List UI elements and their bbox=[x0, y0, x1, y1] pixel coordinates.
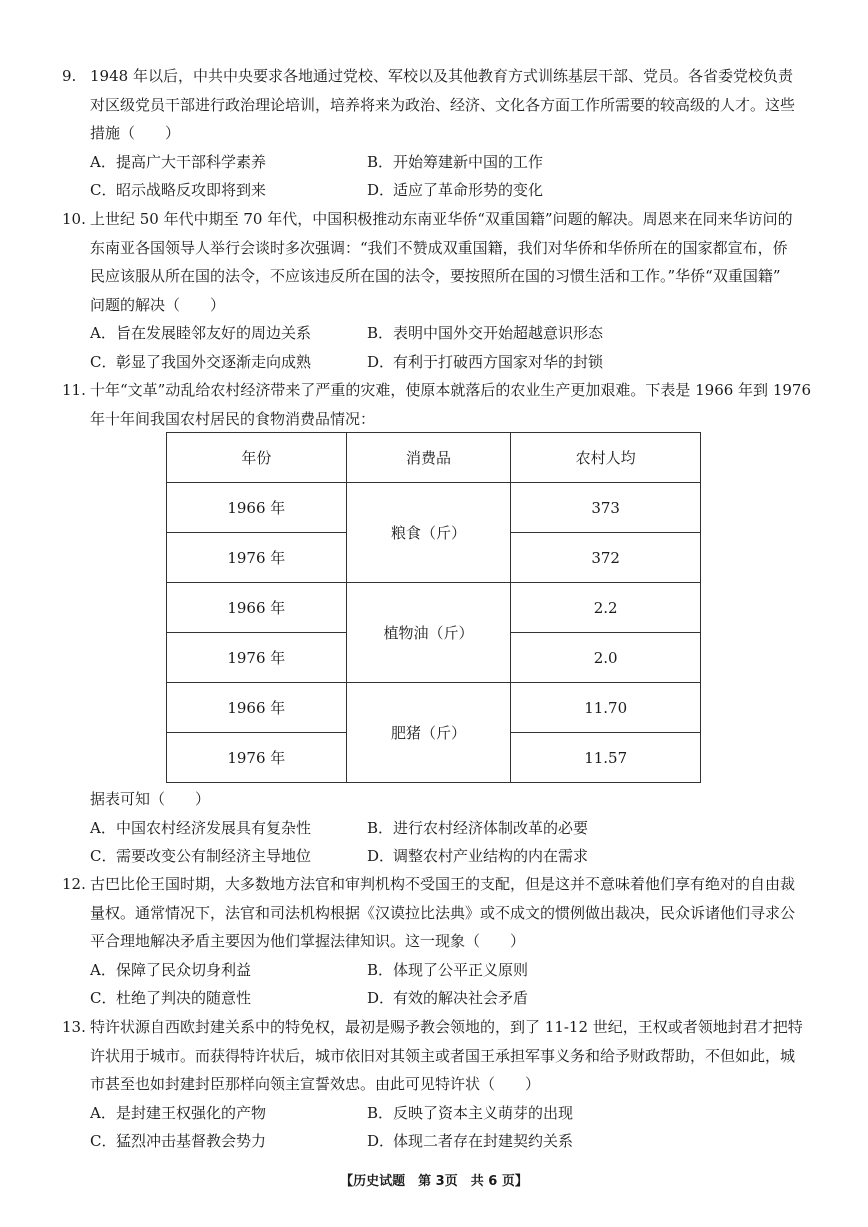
option-d: D．适应了革命形势的变化 bbox=[367, 181, 544, 199]
table-row bbox=[167, 483, 701, 533]
stem-line: 量权。通常情况下，法官和司法机构根据《汉谟拉比法典》或不成文的惯例做出裁决，民众诉诸他们寻求公 bbox=[90, 903, 796, 922]
option-c: C．杜绝了判决的随意性 bbox=[90, 989, 252, 1007]
stem-line: 平合理地解决矛盾主要因为他们掌握法律知识。这一现象（ ） bbox=[90, 932, 526, 950]
question-11 bbox=[62, 376, 812, 433]
option-row bbox=[62, 956, 812, 985]
stem-line: 1948 年以后，中共中央要求各地通过党校、军校以及其他教育方式训练基层干部、党员。各省委党校负责 bbox=[90, 67, 793, 85]
question-number: 10. bbox=[62, 210, 86, 228]
value-cell: 11.57 bbox=[511, 733, 701, 783]
stem-line: 据表可知（ ） bbox=[90, 790, 211, 808]
stem-line: 民应该服从所在国的法令，不应该违反所在国的法令，要按照所在国的习惯生活和工作。”华侨“双重国籍” bbox=[90, 267, 781, 285]
option-row bbox=[62, 984, 812, 1013]
question-number: 9. bbox=[62, 67, 77, 85]
value-cell: 2.2 bbox=[511, 583, 701, 633]
question-number: 12. bbox=[62, 875, 86, 893]
question-10 bbox=[62, 205, 812, 376]
question-11-options bbox=[62, 785, 812, 871]
option-a: A．保障了民众切身利益 bbox=[90, 960, 252, 979]
stem-line: 市甚至也如封建封臣那样向领主宣誓效忠。由此可见特许状（ ） bbox=[90, 1075, 541, 1093]
option-b: B．进行农村经济体制改革的必要 bbox=[367, 818, 589, 837]
stem-line: 古巴比伦王国时期，大多数地方法官和审判机构不受国王的支配，但是这并不意味着他们享有绝对的自由裁 bbox=[90, 875, 796, 893]
stem-line: 问题的解决（ ） bbox=[90, 295, 226, 314]
header-item: 消费品 bbox=[346, 433, 511, 483]
value-cell: 11.70 bbox=[511, 683, 701, 733]
option-c: C．猛烈冲击基督教会势力 bbox=[90, 1132, 267, 1150]
option-c: C．昭示战略反攻即将到来 bbox=[90, 181, 267, 199]
year-cell: 1976 年 bbox=[167, 633, 347, 683]
stem-line: 许状用于城市。而获得特许状后，城市依旧对其领主或者国王承担军事义务和给予财政帮助，不但如此，城 bbox=[90, 1046, 796, 1065]
stem-line: 措施（ ） bbox=[90, 124, 181, 142]
year-cell: 1976 年 bbox=[167, 533, 347, 583]
item-cell: 植物油（斤） bbox=[346, 583, 511, 683]
value-cell: 373 bbox=[511, 483, 701, 533]
question-12 bbox=[62, 870, 812, 1013]
header-year: 年份 bbox=[167, 433, 347, 483]
stem-line: 年十年间我国农村居民的食物消费品情况： bbox=[90, 409, 376, 428]
option-row bbox=[62, 176, 812, 205]
option-row bbox=[62, 1099, 812, 1128]
option-d: D．有效的解决社会矛盾 bbox=[367, 989, 529, 1007]
page-footer: 【历史试题 第 3页 共 6 页】 bbox=[340, 1174, 528, 1189]
table-row bbox=[167, 583, 701, 633]
consumption-table bbox=[166, 432, 701, 783]
question-number: 11. bbox=[62, 381, 86, 399]
option-c: C．彰显了我国外交逐渐走向成熟 bbox=[90, 352, 312, 371]
question-stem bbox=[62, 62, 812, 148]
year-cell: 1966 年 bbox=[167, 683, 347, 733]
value-cell: 372 bbox=[511, 533, 701, 583]
table-header-row bbox=[167, 433, 701, 483]
option-d: D．体现二者存在封建契约关系 bbox=[367, 1132, 574, 1150]
value-cell: 2.0 bbox=[511, 633, 701, 683]
option-a: A．是封建王权强化的产物 bbox=[90, 1103, 267, 1122]
question-stem bbox=[62, 870, 812, 956]
option-row bbox=[62, 148, 812, 177]
option-b: B．表明中国外交开始超越意识形态 bbox=[367, 324, 604, 342]
stem-line: 东南亚各国领导人举行会谈时多次强调：“我们不赞成双重国籍，我们对华侨和华侨所在的国家都宣布，侨 bbox=[90, 238, 788, 257]
option-b: B．体现了公平正义原则 bbox=[367, 960, 529, 979]
stem-line: 特许状源自西欧封建关系中的特免权，最初是赐予教会领地的，到了 11-12 世纪，王权或者领地封君才把特 bbox=[90, 1018, 803, 1036]
question-9 bbox=[62, 62, 812, 205]
option-a: A．旨在发展睦邻友好的周边关系 bbox=[90, 324, 312, 342]
option-row bbox=[62, 842, 812, 871]
question-prompt bbox=[62, 785, 812, 814]
option-b: B．开始筹建新中国的工作 bbox=[367, 152, 544, 171]
question-stem bbox=[62, 205, 812, 319]
table-row bbox=[167, 683, 701, 733]
item-cell: 肥猪（斤） bbox=[346, 683, 511, 783]
option-a: A．提高广大干部科学素养 bbox=[90, 152, 267, 171]
header-per-capita: 农村人均 bbox=[511, 433, 701, 483]
stem-line: 十年“文革”动乱给农村经济带来了严重的灾难，使原本就落后的农业生产更加艰难。下表是 1966 年到 1976 bbox=[90, 381, 811, 399]
year-cell: 1976 年 bbox=[167, 733, 347, 783]
item-cell: 粮食（斤） bbox=[346, 483, 511, 583]
question-13 bbox=[62, 1013, 812, 1156]
option-row bbox=[62, 1127, 812, 1156]
stem-line: 上世纪 50 年代中期至 70 年代，中国积极推动东南亚华侨“双重国籍”问题的解决。周恩来在同来华访问的 bbox=[90, 210, 793, 228]
option-a: A．中国农村经济发展具有复杂性 bbox=[90, 818, 312, 837]
option-row bbox=[62, 814, 812, 843]
year-cell: 1966 年 bbox=[167, 483, 347, 533]
option-b: B．反映了资本主义萌芽的出现 bbox=[367, 1103, 574, 1122]
question-number: 13. bbox=[62, 1018, 86, 1036]
option-d: D．有利于打破西方国家对华的封锁 bbox=[367, 352, 604, 371]
question-stem bbox=[62, 1013, 812, 1099]
option-c: C．需要改变公有制经济主导地位 bbox=[90, 847, 312, 865]
option-row bbox=[62, 348, 812, 377]
option-row bbox=[62, 319, 812, 348]
year-cell: 1966 年 bbox=[167, 583, 347, 633]
stem-line: 对区级党员干部进行政治理论培训，培养将来为政治、经济、文化各方面工作所需要的较高级的人才。这些 bbox=[90, 95, 796, 114]
option-d: D．调整农村产业结构的内在需求 bbox=[367, 847, 589, 865]
question-stem bbox=[62, 376, 812, 433]
